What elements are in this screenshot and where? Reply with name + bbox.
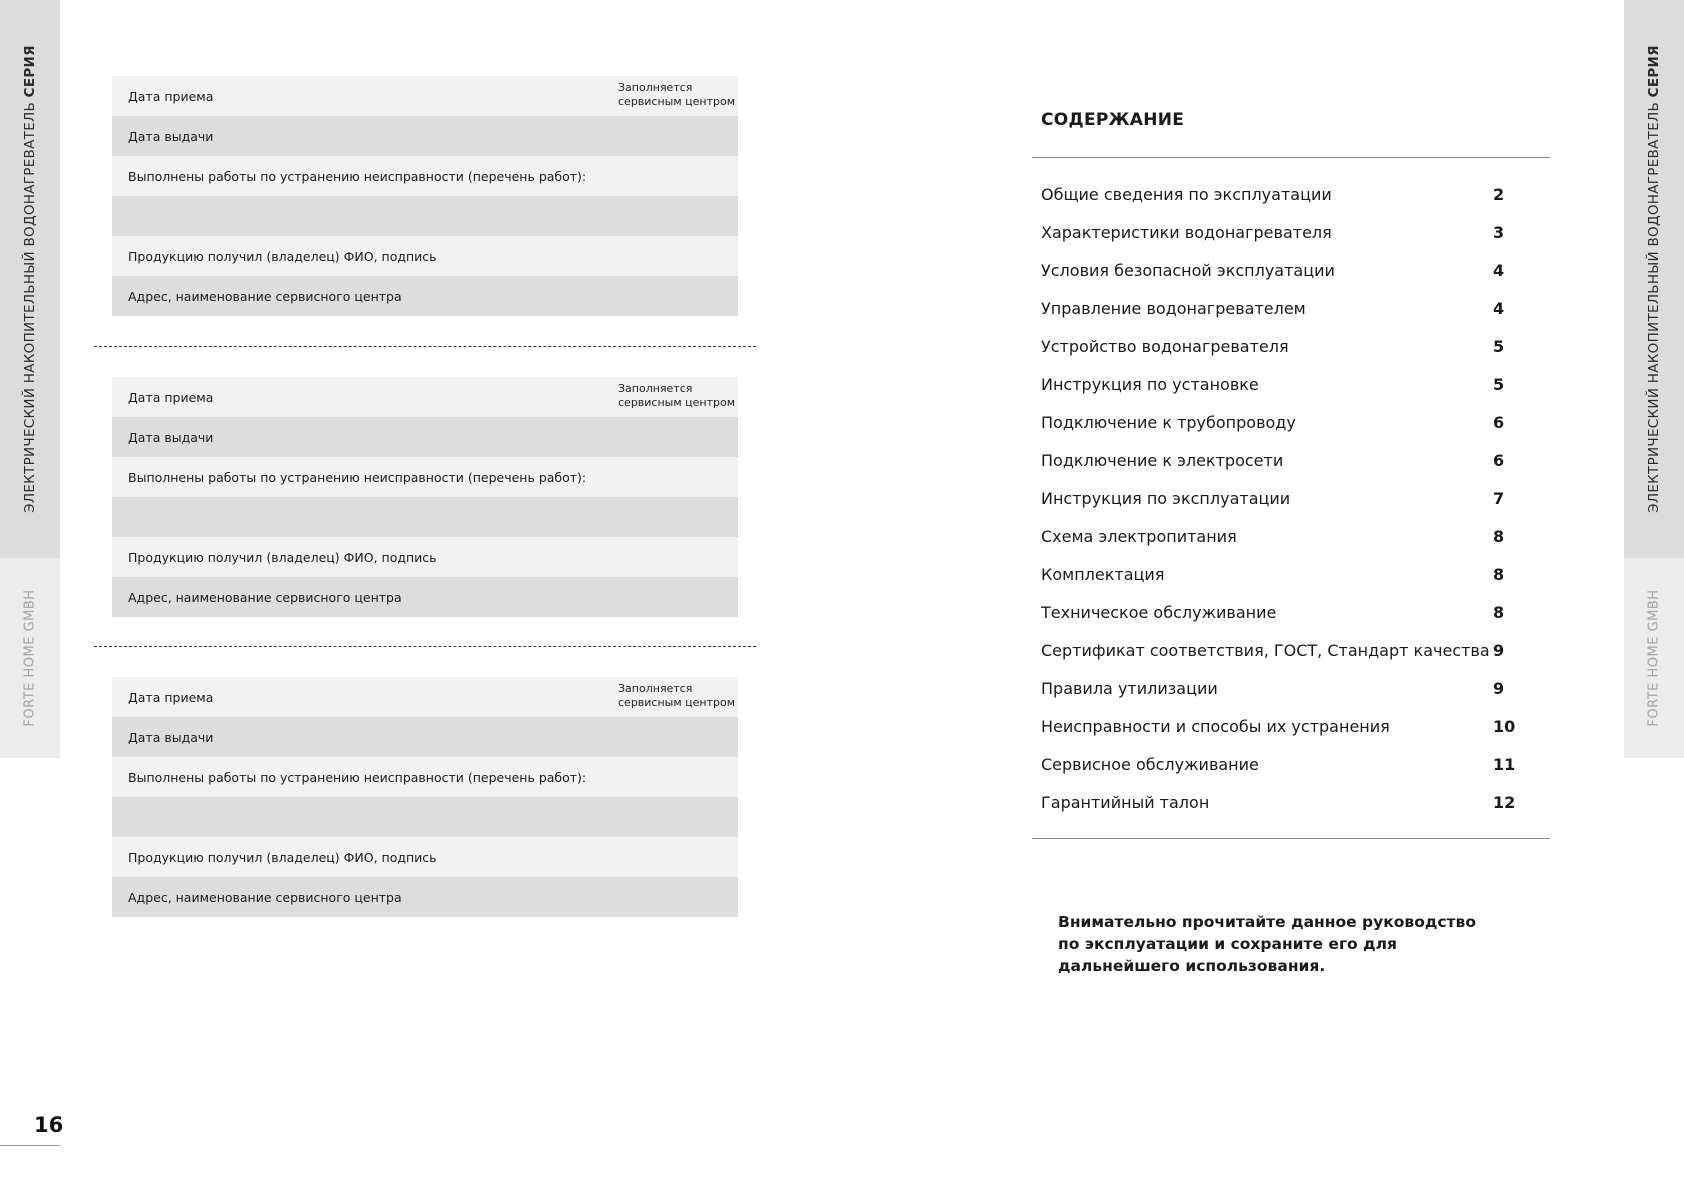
service-record-form — [112, 377, 738, 617]
service-record-form — [112, 76, 738, 316]
fill-note: Заполняется сервисным центром — [618, 682, 736, 709]
cut-line — [94, 646, 756, 647]
toc-item-label: Устройство водонагревателя — [1041, 336, 1289, 356]
toc-item-page: 10 — [1493, 716, 1516, 736]
notice-line: Внимательно прочитайте данное руководство — [1058, 913, 1476, 931]
toc-item-page: 4 — [1493, 260, 1505, 280]
notice-line: по эксплуатации и сохраните его для — [1058, 935, 1397, 953]
toc-item-page: 6 — [1493, 450, 1505, 470]
toc-item-page: 2 — [1493, 184, 1505, 204]
toc-item[interactable] — [1041, 631, 1521, 669]
toc-item-label: Сертификат соответствия, ГОСТ, Стандарт качества — [1041, 640, 1490, 660]
accept-date-row — [112, 377, 738, 417]
toc-item-page: 3 — [1493, 222, 1505, 242]
toc-item[interactable] — [1041, 213, 1521, 251]
accept-date-label: Дата приема — [128, 389, 214, 405]
toc-item-label: Инструкция по эксплуатации — [1041, 488, 1291, 508]
works-blank-row — [112, 497, 738, 537]
toc-item-label: Общие сведения по эксплуатации — [1041, 184, 1332, 204]
service-address-label: Адрес, наименование сервисного центра — [128, 288, 402, 304]
toc-item-page: 11 — [1493, 754, 1516, 774]
received-by-label: Продукцию получил (владелец) ФИО, подпись — [128, 849, 437, 865]
toc-item-label: Гарантийный талон — [1041, 792, 1210, 812]
toc-item-label: Инструкция по установке — [1041, 374, 1259, 394]
toc-list — [1041, 175, 1521, 821]
works-done-label: Выполнены работы по устранению неисправности (перечень работ): — [128, 469, 587, 485]
series-label: ЭЛЕКТРИЧЕСКИЙ НАКОПИТЕЛЬНЫЙ ВОДОНАГРЕВАТЕЛЬ СЕРИЯ — [1646, 45, 1662, 513]
issue-date-label: Дата выдачи — [128, 128, 214, 144]
toc-item-label: Неисправности и способы их устранения — [1041, 716, 1390, 736]
toc-item[interactable] — [1041, 251, 1521, 289]
page-number-divider — [0, 1145, 60, 1146]
received-by-label: Продукцию получил (владелец) ФИО, подпись — [128, 248, 437, 264]
toc-item-label: Комплектация — [1041, 564, 1165, 584]
series-label: ЭЛЕКТРИЧЕСКИЙ НАКОПИТЕЛЬНЫЙ ВОДОНАГРЕВАТЕЛЬ СЕРИЯ — [22, 45, 38, 513]
accept-date-row — [112, 76, 738, 116]
service-address-label: Адрес, наименование сервисного центра — [128, 589, 402, 605]
toc-item-page: 9 — [1493, 640, 1505, 660]
accept-date-label: Дата приема — [128, 88, 214, 104]
received-by-row — [112, 236, 738, 276]
toc-title: СОДЕРЖАНИЕ — [1041, 110, 1185, 130]
toc-item-page: 9 — [1493, 678, 1505, 698]
toc-item-label: Сервисное обслуживание — [1041, 754, 1259, 774]
toc-top-divider — [1032, 157, 1550, 158]
works-done-row — [112, 757, 738, 797]
toc-item-label: Подключение к электросети — [1041, 450, 1284, 470]
fill-note: Заполняется сервисным центром — [618, 81, 736, 108]
read-manual-notice — [1058, 911, 1478, 977]
works-done-label: Выполнены работы по устранению неисправности (перечень работ): — [128, 168, 587, 184]
toc-item[interactable] — [1041, 745, 1521, 783]
toc-bottom-divider — [1032, 838, 1550, 839]
works-done-row — [112, 156, 738, 196]
toc-item[interactable] — [1041, 327, 1521, 365]
service-address-row — [112, 276, 738, 316]
side-series-tab-left — [0, 0, 60, 558]
side-company-tab-right — [1624, 558, 1684, 758]
fill-note: Заполняется сервисным центром — [618, 382, 736, 409]
toc-item[interactable] — [1041, 707, 1521, 745]
received-by-label: Продукцию получил (владелец) ФИО, подпись — [128, 549, 437, 565]
works-done-row — [112, 457, 738, 497]
toc-item-label: Техническое обслуживание — [1041, 602, 1277, 622]
toc-item-label: Условия безопасной эксплуатации — [1041, 260, 1335, 280]
works-blank-row — [112, 196, 738, 236]
accept-date-row — [112, 677, 738, 717]
toc-item[interactable] — [1041, 669, 1521, 707]
toc-item-label: Схема электропитания — [1041, 526, 1237, 546]
accept-date-label: Дата приема — [128, 689, 214, 705]
toc-item-label: Характеристики водонагревателя — [1041, 222, 1332, 242]
notice-line: дальнейшего использования. — [1058, 957, 1326, 975]
toc-item-page: 8 — [1493, 526, 1505, 546]
works-blank-row — [112, 797, 738, 837]
toc-item[interactable] — [1041, 479, 1521, 517]
works-done-label: Выполнены работы по устранению неисправности (перечень работ): — [128, 769, 587, 785]
side-series-tab-right — [1624, 0, 1684, 558]
company-label: FORTE HOME GMBH — [22, 589, 38, 727]
issue-date-row — [112, 717, 738, 757]
toc-item[interactable] — [1041, 593, 1521, 631]
company-label: FORTE HOME GMBH — [1646, 589, 1662, 727]
received-by-row — [112, 837, 738, 877]
side-company-tab-left — [0, 558, 60, 758]
toc-item[interactable] — [1041, 175, 1521, 213]
toc-item-page: 5 — [1493, 374, 1505, 394]
issue-date-label: Дата выдачи — [128, 429, 214, 445]
cut-line — [94, 346, 756, 347]
toc-item[interactable] — [1041, 517, 1521, 555]
toc-item-page: 8 — [1493, 564, 1505, 584]
toc-item[interactable] — [1041, 555, 1521, 593]
toc-item-label: Управление водонагревателем — [1041, 298, 1306, 318]
service-address-row — [112, 877, 738, 917]
toc-item-page: 12 — [1493, 792, 1516, 812]
service-address-label: Адрес, наименование сервисного центра — [128, 889, 402, 905]
toc-item[interactable] — [1041, 783, 1521, 821]
toc-item-page: 5 — [1493, 336, 1505, 356]
issue-date-label: Дата выдачи — [128, 729, 214, 745]
toc-item-label: Правила утилизации — [1041, 678, 1218, 698]
service-record-form — [112, 677, 738, 917]
toc-item-page: 7 — [1493, 488, 1505, 508]
service-address-row — [112, 577, 738, 617]
toc-item[interactable] — [1041, 441, 1521, 479]
received-by-row — [112, 537, 738, 577]
toc-item[interactable] — [1041, 289, 1521, 327]
issue-date-row — [112, 417, 738, 457]
page-number: 16 — [34, 1113, 64, 1137]
toc-item[interactable] — [1041, 365, 1521, 403]
issue-date-row — [112, 116, 738, 156]
toc-item-page: 4 — [1493, 298, 1505, 318]
toc-item-page: 8 — [1493, 602, 1505, 622]
toc-item-page: 6 — [1493, 412, 1505, 432]
toc-item[interactable] — [1041, 403, 1521, 441]
toc-item-label: Подключение к трубопроводу — [1041, 412, 1296, 432]
